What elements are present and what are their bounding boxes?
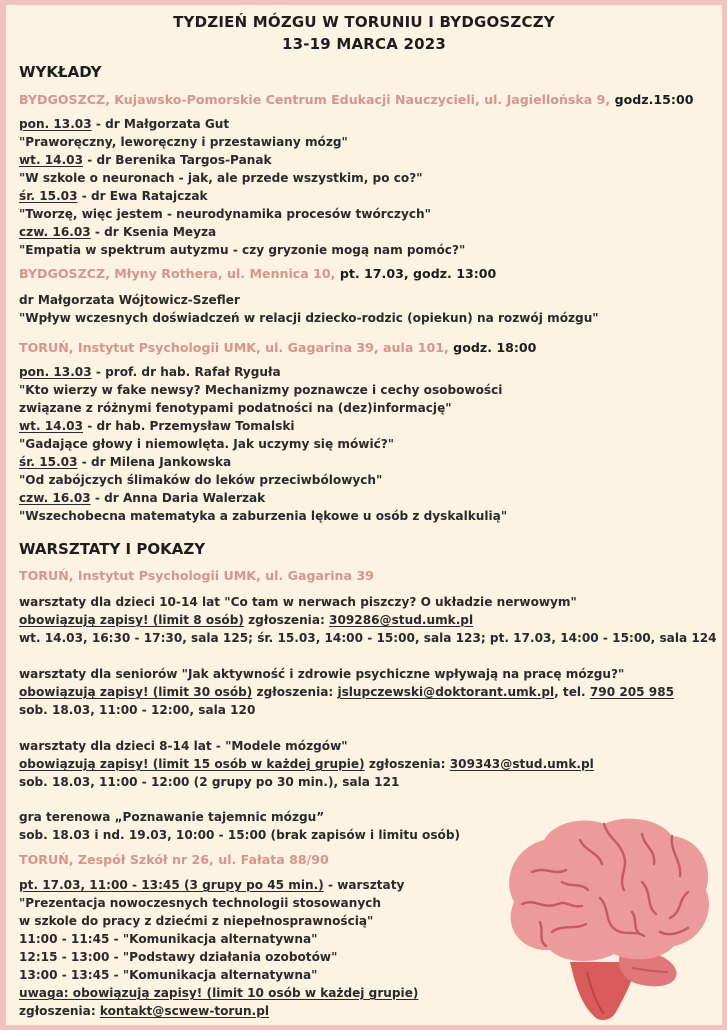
- lecture-topic: "Wszechobecna matematyka a zaburzenia lękowe u osób z dyskalkulią": [19, 509, 508, 523]
- workshop-description-continued: w szkole do pracy z dziećmi z niepełnosprawnością": [19, 914, 374, 928]
- lecture-speaker: dr Małgorzata Wójtowicz-Szefler: [19, 293, 240, 307]
- lecture-day: wt. 14.03: [19, 419, 84, 433]
- lecture-venue-bydgoszcz-mlyny: [19, 266, 496, 281]
- registration-note: uwaga: obowiązują zapisy! (limit 10 osób w każdej grupie): [19, 986, 419, 1000]
- lecture-topic: "W szkole o neuronach - jak, ale przede wszystkim, po co?": [19, 171, 423, 185]
- workshop-title: gra terenowa „Poznawanie tajemnic mózgu”: [19, 810, 325, 824]
- lecture-topic-continued: związane z różnymi fenotypami podatności na (dez)informację": [19, 401, 452, 415]
- lecture-day: wt. 14.03: [19, 153, 84, 167]
- lectures-heading: WYKŁADY: [19, 63, 102, 81]
- brain-icon: [492, 812, 717, 1024]
- workshop-dates: wt. 14.03, 16:30 - 17:30, sala 125; śr. 15.03, 14:00 - 15:00, sala 123; pt. 17.03, 14:00 - 15:00, sala 124: [19, 631, 717, 645]
- lecture-day: pon. 13.03: [19, 117, 92, 131]
- registration-label: zgłoszenia:: [252, 685, 338, 699]
- registration-email-link[interactable]: 309286@stud.umk.pl: [329, 613, 474, 627]
- lecture-speaker: - dr Małgorzata Gut: [91, 117, 230, 131]
- workshops-heading: WARSZTATY I POKAZY: [19, 540, 206, 558]
- workshop-registration: [19, 685, 674, 699]
- registration-note: obowiązują zapisy! (limit 30 osób): [19, 685, 253, 699]
- lecture-topic: "Od zabójczych ślimaków do leków przeciwbólowych": [19, 473, 383, 487]
- lecture-speaker: - dr Ewa Ratajczak: [77, 189, 208, 203]
- registration-email-link[interactable]: kontakt@scwew-torun.pl: [99, 1004, 270, 1018]
- lecture-item: [19, 117, 229, 131]
- workshop-title: warsztaty dla seniorów "Jak aktywność i zdrowie psychiczne wpływają na pracę mózgu?": [19, 667, 625, 681]
- lecture-topic: "Wpływ wczesnych doświadczeń w relacji dziecko-rodzic (opiekun) na rozwój mózgu": [19, 311, 599, 325]
- workshop-slot: 11:00 - 11:45 - "Komunikacja alternatywna": [19, 932, 318, 946]
- workshop-type: - warsztaty: [323, 878, 405, 892]
- registration-note: obowiązują zapisy! (limit 15 osób w każdej grupie): [19, 757, 365, 771]
- workshop-dates: sob. 18.03, 11:00 - 12:00 (2 grupy po 30 min.), sala 121: [19, 775, 400, 789]
- lecture-topic: "Praworęczny, leworęczny i przestawiany mózg": [19, 135, 348, 149]
- lecture-item: [19, 491, 265, 505]
- lecture-day: pon. 13.03: [19, 365, 92, 379]
- lecture-item: [19, 455, 231, 469]
- registration-email-link[interactable]: 309343@stud.umk.pl: [449, 757, 594, 771]
- workshop-venue-torun-umk: TORUŃ, Instytut Psychologii UMK, ul. Gagarina 39: [19, 568, 374, 583]
- workshop-when: [19, 878, 404, 892]
- workshop-dates: sob. 18.03 i nd. 19.03, 10:00 - 15:00 (brak zapisów i limitu osób): [19, 828, 461, 842]
- lecture-venue-bydgoszcz-kpcen: [19, 92, 694, 107]
- venue-time: godz. 18:00: [448, 340, 537, 355]
- workshop-venue-torun-zs26: TORUŃ, Zespół Szkół nr 26, ul. Fałata 88/90: [19, 852, 329, 867]
- registration-label: zgłoszenia:: [243, 613, 330, 627]
- workshop-registration: [19, 757, 594, 771]
- lecture-day: czw. 16.03: [19, 225, 91, 239]
- venue-time: pt. 17.03, godz. 13:00: [335, 266, 497, 281]
- workshop-title: warsztaty dla dzieci 10-14 lat "Co tam w nerwach piszczy? O układzie nerwowym": [19, 595, 577, 609]
- registration-email-link[interactable]: jslupczewski@doktorant.umk.pl: [337, 685, 555, 699]
- lecture-speaker: - dr Anna Daria Walerzak: [90, 491, 266, 505]
- workshop-registration: [19, 1004, 269, 1018]
- lecture-item: [19, 225, 216, 239]
- lecture-speaker: - dr Ksenia Meyza: [90, 225, 217, 239]
- venue-time: godz.15:00: [614, 92, 694, 107]
- lecture-speaker: - dr Milena Jankowska: [77, 455, 232, 469]
- registration-label: zgłoszenia:: [364, 757, 450, 771]
- lecture-speaker: - prof. dr hab. Rafał Ryguła: [91, 365, 281, 379]
- lecture-day: czw. 16.03: [19, 491, 91, 505]
- lecture-item: [19, 153, 272, 167]
- workshop-slot: 12:15 - 13:00 - "Podstawy działania ozobotów": [19, 950, 338, 964]
- lecture-item: [19, 419, 295, 433]
- poster-title: TYDZIEŃ MÓZGU W TORUNIU I BYDGOSZCZY: [173, 13, 555, 31]
- phone-label: , tel.: [554, 685, 590, 699]
- lecture-speaker: - dr Berenika Targos-Panak: [83, 153, 272, 167]
- lecture-topic: "Tworzę, więc jestem - neurodynamika procesów twórczych": [19, 207, 431, 221]
- lecture-item: [19, 365, 281, 379]
- workshop-description: "Prezentacja nowoczesnych technologii stosowanych: [19, 896, 381, 910]
- phone-link[interactable]: 790 205 985: [589, 685, 675, 699]
- lecture-item: [19, 189, 208, 203]
- lecture-topic: "Kto wierzy w fake newsy? Mechanizmy poznawcze i cechy osobowości: [19, 383, 503, 397]
- workshop-registration-note: [19, 986, 418, 1000]
- lecture-speaker: - dr hab. Przemysław Tomalski: [83, 419, 295, 433]
- workshop-registration: [19, 613, 473, 627]
- venue-place: BYDGOSZCZ, Młyny Rothera, ul. Mennica 10,: [19, 266, 336, 281]
- lecture-topic: "Empatia w spektrum autyzmu - czy gryzonie mogą nam pomóc?": [19, 243, 466, 257]
- venue-place: TORUŃ, Instytut Psychologii UMK, ul. Gagarina 39, aula 101,: [19, 340, 449, 355]
- poster: [5, 4, 723, 1026]
- lecture-day: śr. 15.03: [19, 455, 78, 469]
- lecture-topic: "Gadające głowy i niemowlęta. Jak uczymy się mówić?": [19, 437, 395, 451]
- workshop-time: pt. 17.03, 11:00 - 13:45 (3 grupy po 45 min.): [19, 878, 324, 892]
- poster-dates: 13-19 MARCA 2023: [281, 35, 447, 53]
- venue-place: BYDGOSZCZ, Kujawsko-Pomorskie Centrum Edukacji Nauczycieli, ul. Jagiellońska 9,: [19, 92, 611, 107]
- workshop-title: warsztaty dla dzieci 8-14 lat - "Modele mózgów": [19, 739, 348, 753]
- lecture-venue-torun-umk: [19, 340, 536, 355]
- workshop-slot: 13:00 - 13:45 - "Komunikacja alternatywna": [19, 968, 318, 982]
- lecture-day: śr. 15.03: [19, 189, 78, 203]
- registration-label: zgłoszenia:: [19, 1004, 100, 1018]
- registration-note: obowiązują zapisy! (limit 8 osób): [19, 613, 244, 627]
- workshop-dates: sob. 18.03, 11:00 - 12:00, sala 120: [19, 703, 256, 717]
